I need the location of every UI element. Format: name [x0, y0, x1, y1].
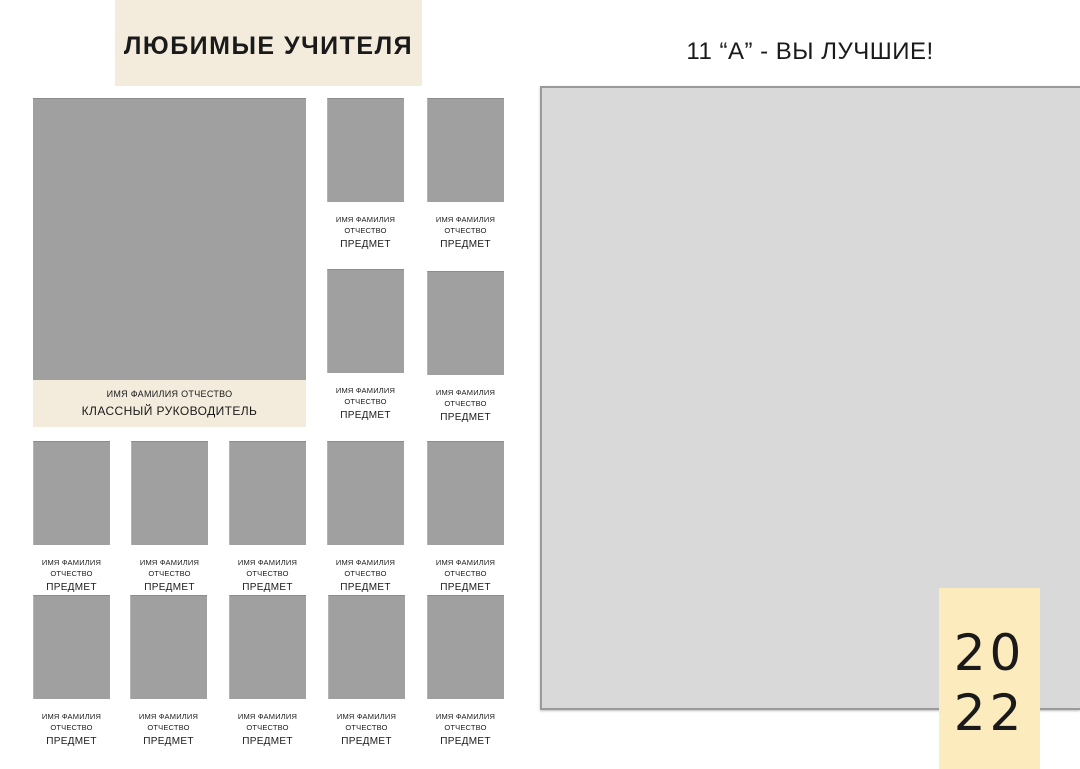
teacher-patronymic: ОТЧЕСТВО — [50, 569, 93, 578]
teacher-patronymic: ОТЧЕСТВО — [444, 399, 487, 408]
teacher-subject: ПРЕДМЕТ — [242, 736, 293, 747]
year-top: 20 — [953, 623, 1026, 682]
teacher-photo — [427, 98, 504, 202]
teacher-subject: ПРЕДМЕТ — [340, 582, 391, 593]
teacher-patronymic: ОТЧЕСТВО — [344, 569, 387, 578]
teacher-name: ИМЯ ФАМИЛИЯ — [335, 386, 396, 395]
teacher-subject: ПРЕДМЕТ — [46, 582, 97, 593]
teacher-patronymic: ОТЧЕСТВО — [344, 397, 387, 406]
teacher-card — [427, 595, 504, 748]
teacher-patronymic: ОТЧЕСТВО — [147, 723, 190, 732]
teacher-photo — [130, 595, 207, 699]
teacher-card — [327, 441, 404, 594]
teacher-photo — [229, 595, 306, 699]
teacher-name: ИМЯ ФАМИЛИЯ — [138, 712, 199, 721]
class-teacher-name: ИМЯ ФАМИЛИЯ ОТЧЕСТВО — [106, 389, 233, 399]
teacher-card — [130, 595, 207, 748]
teacher-photo — [328, 595, 405, 699]
teacher-subject: ПРЕДМЕТ — [242, 582, 293, 593]
teacher-patronymic: ОТЧЕСТВО — [444, 723, 487, 732]
teacher-photo — [327, 98, 404, 202]
teacher-subject: ПРЕДМЕТ — [440, 736, 491, 747]
year-badge — [939, 588, 1040, 769]
teacher-name: ИМЯ ФАМИЛИЯ — [435, 712, 496, 721]
teacher-card — [427, 98, 504, 251]
teacher-subject: ПРЕДМЕТ — [340, 239, 391, 250]
teacher-name: ИМЯ ФАМИЛИЯ — [139, 558, 200, 567]
teacher-subject: ПРЕДМЕТ — [440, 582, 491, 593]
year-bottom: 22 — [953, 683, 1026, 742]
teacher-patronymic: ОТЧЕСТВО — [344, 226, 387, 235]
teacher-card — [33, 441, 110, 594]
teacher-name: ИМЯ ФАМИЛИЯ — [41, 558, 102, 567]
teacher-photo — [131, 441, 208, 545]
teacher-name: ИМЯ ФАМИЛИЯ — [435, 388, 496, 397]
teacher-patronymic: ОТЧЕСТВО — [444, 569, 487, 578]
class-teacher-caption — [33, 380, 306, 427]
teacher-name: ИМЯ ФАМИЛИЯ — [335, 558, 396, 567]
teacher-name: ИМЯ ФАМИЛИЯ — [336, 712, 397, 721]
teacher-photo — [327, 269, 404, 373]
teacher-subject: ПРЕДМЕТ — [46, 736, 97, 747]
teacher-photo — [427, 595, 504, 699]
teacher-patronymic: ОТЧЕСТВО — [246, 569, 289, 578]
teacher-name: ИМЯ ФАМИЛИЯ — [237, 558, 298, 567]
teacher-card — [229, 595, 306, 748]
teacher-name: ИМЯ ФАМИЛИЯ — [435, 558, 496, 567]
teacher-card — [229, 441, 306, 594]
teacher-card — [327, 269, 404, 422]
teacher-patronymic: ОТЧЕСТВО — [50, 723, 93, 732]
teacher-name: ИМЯ ФАМИЛИЯ — [41, 712, 102, 721]
teacher-subject: ПРЕДМЕТ — [440, 412, 491, 423]
teacher-photo — [229, 441, 306, 545]
teacher-name: ИМЯ ФАМИЛИЯ — [435, 215, 496, 224]
teacher-photo — [327, 441, 404, 545]
teacher-patronymic: ОТЧЕСТВО — [148, 569, 191, 578]
right-page-title: 11 “А” - ВЫ ЛУЧШИЕ! — [686, 38, 934, 65]
teacher-card — [33, 595, 110, 748]
teacher-patronymic: ОТЧЕСТВО — [444, 226, 487, 235]
teacher-photo — [33, 595, 110, 699]
class-teacher-role: КЛАССНЫЙ РУКОВОДИТЕЛЬ — [81, 404, 258, 418]
teacher-card — [131, 441, 208, 594]
teacher-photo — [33, 441, 110, 545]
teacher-subject: ПРЕДМЕТ — [143, 736, 194, 747]
teacher-card — [427, 271, 504, 424]
teacher-card — [327, 98, 404, 251]
class-teacher-photo — [33, 98, 306, 381]
teacher-subject: ПРЕДМЕТ — [340, 410, 391, 421]
teacher-subject: ПРЕДМЕТ — [341, 736, 392, 747]
teacher-name: ИМЯ ФАМИЛИЯ — [335, 215, 396, 224]
teacher-patronymic: ОТЧЕСТВО — [345, 723, 388, 732]
teacher-card — [427, 441, 504, 594]
teacher-subject: ПРЕДМЕТ — [144, 582, 195, 593]
teacher-card — [328, 595, 405, 748]
teacher-photo — [427, 271, 504, 375]
teacher-patronymic: ОТЧЕСТВО — [246, 723, 289, 732]
teacher-subject: ПРЕДМЕТ — [440, 239, 491, 250]
teacher-photo — [427, 441, 504, 545]
teacher-name: ИМЯ ФАМИЛИЯ — [237, 712, 298, 721]
left-page-title: ЛЮБИМЫЕ УЧИТЕЛЯ — [115, 0, 422, 86]
